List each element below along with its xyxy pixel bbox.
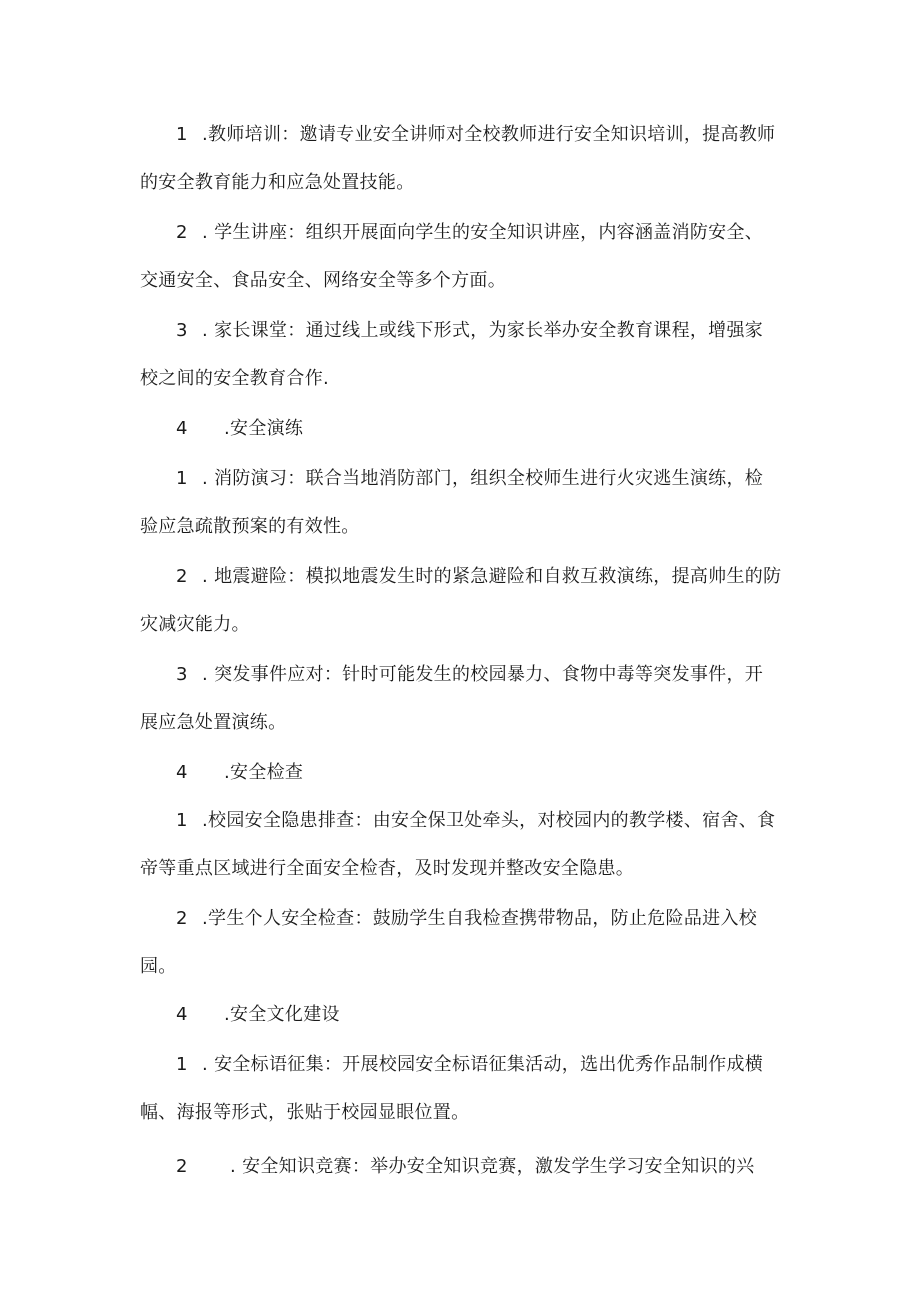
- section-heading: [176, 417, 303, 441]
- item-text: 校园安全隐患排查：由安全保卫处牵头，对校园内的教学楼、宿舍、食: [208, 810, 776, 831]
- item-separator: .: [196, 664, 215, 685]
- item-separator: .: [196, 1054, 215, 1075]
- heading-number: 4: [176, 418, 188, 439]
- heading-text: 安全检查: [230, 762, 304, 783]
- heading-separator: .: [224, 762, 231, 783]
- item-text: 家长课堂：通过线上或线下形式，为家长举办安全教育课程，增强家: [214, 320, 764, 341]
- list-item: [176, 663, 763, 687]
- item-separator: .: [196, 124, 209, 145]
- item-continuation: 幅、海报等形式，张贴于校园显眼位置。: [140, 1102, 470, 1123]
- section-heading: [176, 761, 303, 785]
- list-item: [176, 123, 775, 147]
- item-separator: .: [196, 320, 215, 341]
- list-item: [176, 221, 763, 245]
- item-separator: .: [196, 810, 209, 831]
- item-continuation: 验应急疏散预案的有效性。: [140, 516, 360, 537]
- list-item: [176, 1053, 763, 1077]
- list-item: [176, 565, 781, 589]
- item-separator: .: [196, 222, 215, 243]
- item-number: 3: [176, 320, 188, 341]
- list-item: [176, 1155, 754, 1179]
- item-continuation: 灾减灾能力。: [140, 614, 250, 635]
- list-item: [176, 319, 763, 343]
- item-continuation: 园。: [140, 956, 177, 977]
- item-number: 1: [176, 124, 188, 145]
- item-text: 安全标语征集：开展校园安全标语征集活动，选出优秀作品制作成横: [214, 1054, 764, 1075]
- item-text: 学生讲座：组织开展面向学生的安全知识讲座，内容涵盖消防安全、: [214, 222, 764, 243]
- item-number: 2: [176, 908, 188, 929]
- item-separator: .: [196, 468, 215, 489]
- item-number: 1: [176, 810, 188, 831]
- item-number: 2: [176, 1156, 188, 1177]
- item-text: 安全知识竞赛：举办安全知识竞赛，激发学生学习安全知识的兴: [242, 1156, 755, 1177]
- heading-text: 安全文化建设: [230, 1004, 340, 1025]
- list-item: [176, 467, 763, 491]
- item-text: 消防演习：联合当地消防部门，组织全校师生进行火灾逃生演练，检: [214, 468, 764, 489]
- item-number: 1: [176, 1054, 188, 1075]
- item-text: 学生个人安全检查：鼓励学生自我检查携带物品，防止危险品进入校: [208, 908, 758, 929]
- heading-text: 安全演练: [230, 418, 304, 439]
- list-item: [176, 809, 775, 833]
- item-continuation: 校之间的安全教育合作.: [140, 368, 330, 389]
- item-continuation: 的安全教育能力和应急处置技能。: [140, 172, 415, 193]
- section-heading: [176, 1003, 340, 1027]
- item-number: 3: [176, 664, 188, 685]
- item-text: 地震避险：模拟地震发生时的紧急避险和自救互救演练，提高帅生的防: [214, 566, 782, 587]
- item-separator: .: [224, 1156, 243, 1177]
- item-continuation: 帝等重点区域进行全面安全检杳，及时发现并整改安全隐患。: [140, 858, 635, 879]
- item-separator: .: [196, 566, 215, 587]
- list-item: [176, 907, 757, 931]
- heading-separator: .: [224, 1004, 231, 1025]
- item-text: 教师培训：邀请专业安全讲师对全校教师进行安全知识培训，提高教师: [208, 124, 776, 145]
- heading-separator: .: [224, 418, 231, 439]
- item-text: 突发事件应对：针时可能发生的校园暴力、食物中毒等突发事件，开: [214, 664, 764, 685]
- item-separator: .: [196, 908, 209, 929]
- heading-number: 4: [176, 762, 188, 783]
- item-number: 2: [176, 566, 188, 587]
- item-number: 1: [176, 468, 188, 489]
- heading-number: 4: [176, 1004, 188, 1025]
- item-continuation: 交通安全、食品安全、网络安全等多个方面。: [140, 270, 506, 291]
- item-number: 2: [176, 222, 188, 243]
- item-continuation: 展应急处置演练。: [140, 712, 287, 733]
